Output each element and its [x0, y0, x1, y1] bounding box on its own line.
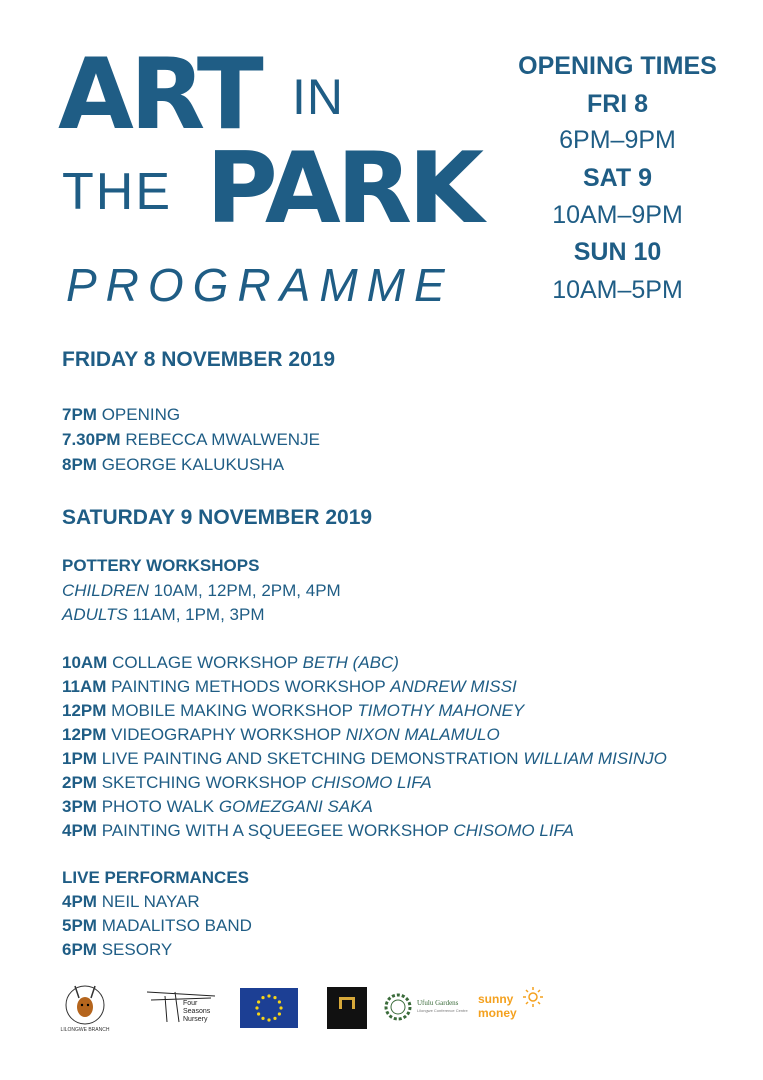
pottery-children-times: 10AM, 12PM, 2PM, 4PM — [153, 581, 341, 600]
item-event: COLLAGE WORKSHOP — [112, 653, 298, 672]
schedule-item — [62, 749, 667, 769]
schedule-item — [62, 773, 432, 793]
item-event: MOBILE MAKING WORKSHOP — [111, 701, 353, 720]
item-event: OPENING — [101, 405, 181, 424]
item-time: 2PM — [62, 773, 97, 792]
schedule-item — [62, 940, 172, 960]
opening-time: 10AM–9PM — [552, 201, 683, 229]
pottery-children — [62, 581, 341, 601]
schedule-item — [62, 430, 320, 450]
ufulu-subtitle: Lilongwe Conference Centre — [417, 1008, 468, 1013]
pottery-heading: POTTERY WORKSHOPS — [62, 556, 260, 575]
item-time: 11AM — [62, 677, 107, 696]
title-art: ART — [58, 38, 260, 152]
eu-flag-icon — [240, 988, 298, 1033]
sponsor-logos — [55, 980, 575, 1036]
madar-logo — [327, 987, 367, 1029]
sun-icon — [522, 986, 544, 1008]
title-park: PARK — [206, 132, 481, 246]
item-time: 12PM — [62, 701, 107, 720]
pottery-adults — [62, 605, 265, 625]
item-event: VIDEOGRAPHY WORKSHOP — [111, 725, 342, 744]
friday-heading: FRIDAY 8 NOVEMBER 2019 — [62, 348, 336, 371]
item-time: 10AM — [62, 653, 108, 672]
item-time: 7.30PM — [62, 430, 121, 449]
four-seasons-text — [183, 1000, 210, 1024]
item-host: TIMOTHY MAHONEY — [357, 701, 525, 720]
item-event: NEIL NAYAR — [101, 892, 200, 911]
item-event: MADALITSO BAND — [101, 916, 252, 935]
item-time: 3PM — [62, 797, 97, 816]
item-event: PAINTING WITH A SQUEEGEE WORKSHOP — [101, 821, 449, 840]
four-seasons-logo — [145, 986, 217, 1026]
ufulu-gardens-logo — [381, 990, 471, 1026]
pottery-adults-times: 11AM, 1PM, 3PM — [132, 605, 265, 624]
pottery-adults-label: ADULTS — [62, 605, 128, 624]
item-event: SKETCHING WORKSHOP — [101, 773, 307, 792]
live-performances-heading: LIVE PERFORMANCES — [62, 868, 250, 887]
wesm-logo — [55, 980, 115, 1036]
item-host: BETH (ABC) — [302, 653, 399, 672]
schedule-item — [62, 797, 373, 817]
saturday-heading: SATURDAY 9 NOVEMBER 2019 — [62, 506, 373, 529]
item-event: LIVE PAINTING AND SKETCHING DEMONSTRATION — [101, 749, 519, 768]
laurel-icon — [381, 990, 415, 1024]
money-text: money — [478, 1006, 517, 1020]
sunny-text: sunny — [478, 992, 514, 1006]
item-host: ANDREW MISSI — [390, 677, 517, 696]
item-host: GOMEZGANI SAKA — [218, 797, 373, 816]
sunny-money-logo — [478, 990, 558, 1026]
schedule-item — [62, 821, 574, 841]
title-in: IN — [292, 69, 344, 125]
item-time: 4PM — [62, 892, 97, 911]
schedule-item — [62, 677, 517, 697]
item-time: 5PM — [62, 916, 97, 935]
item-time: 4PM — [62, 821, 97, 840]
schedule-item — [62, 653, 399, 673]
four-seasons-line2: Seasons — [183, 1008, 211, 1015]
item-time: 12PM — [62, 725, 107, 744]
item-event: PAINTING METHODS WORKSHOP — [111, 677, 386, 696]
item-host: WILLIAM MISINJO — [523, 749, 667, 768]
item-event: REBECCA MWALWENJE — [125, 430, 320, 449]
building-icon — [327, 987, 367, 1029]
item-time: 6PM — [62, 940, 97, 959]
ufulu-name: Ufulu Gardens — [417, 999, 459, 1007]
item-time: 8PM — [62, 455, 97, 474]
item-host: CHISOMO LIFA — [311, 773, 432, 792]
schedule-item — [62, 405, 180, 425]
opening-times-heading: OPENING TIMES — [518, 52, 717, 80]
item-host: NIXON MALAMULO — [345, 725, 500, 744]
opening-time: 6PM–9PM — [559, 126, 676, 154]
item-time: 7PM — [62, 405, 97, 424]
opening-day: SUN 10 — [573, 238, 662, 266]
title-the: THE — [62, 163, 172, 221]
schedule-item — [62, 892, 200, 912]
schedule-item — [62, 725, 500, 745]
item-time: 1PM — [62, 749, 97, 768]
title-programme: PROGRAMME — [66, 259, 454, 311]
schedule-item — [62, 455, 284, 475]
four-seasons-line1: Four — [183, 1000, 198, 1007]
item-event: GEORGE KALUKUSHA — [101, 455, 285, 474]
four-seasons-line3: Nursery — [183, 1016, 208, 1023]
opening-time: 10AM–5PM — [552, 276, 683, 304]
wesm-branch: LILONGWE BRANCH — [60, 1027, 110, 1033]
opening-day: FRI 8 — [586, 90, 649, 118]
opening-day: SAT 9 — [583, 164, 652, 192]
schedule-item — [62, 916, 252, 936]
pottery-children-label: CHILDREN — [62, 581, 149, 600]
item-host: CHISOMO LIFA — [453, 821, 575, 840]
item-event: PHOTO WALK — [101, 797, 215, 816]
item-event: SESORY — [101, 940, 173, 959]
schedule-item — [62, 701, 524, 721]
